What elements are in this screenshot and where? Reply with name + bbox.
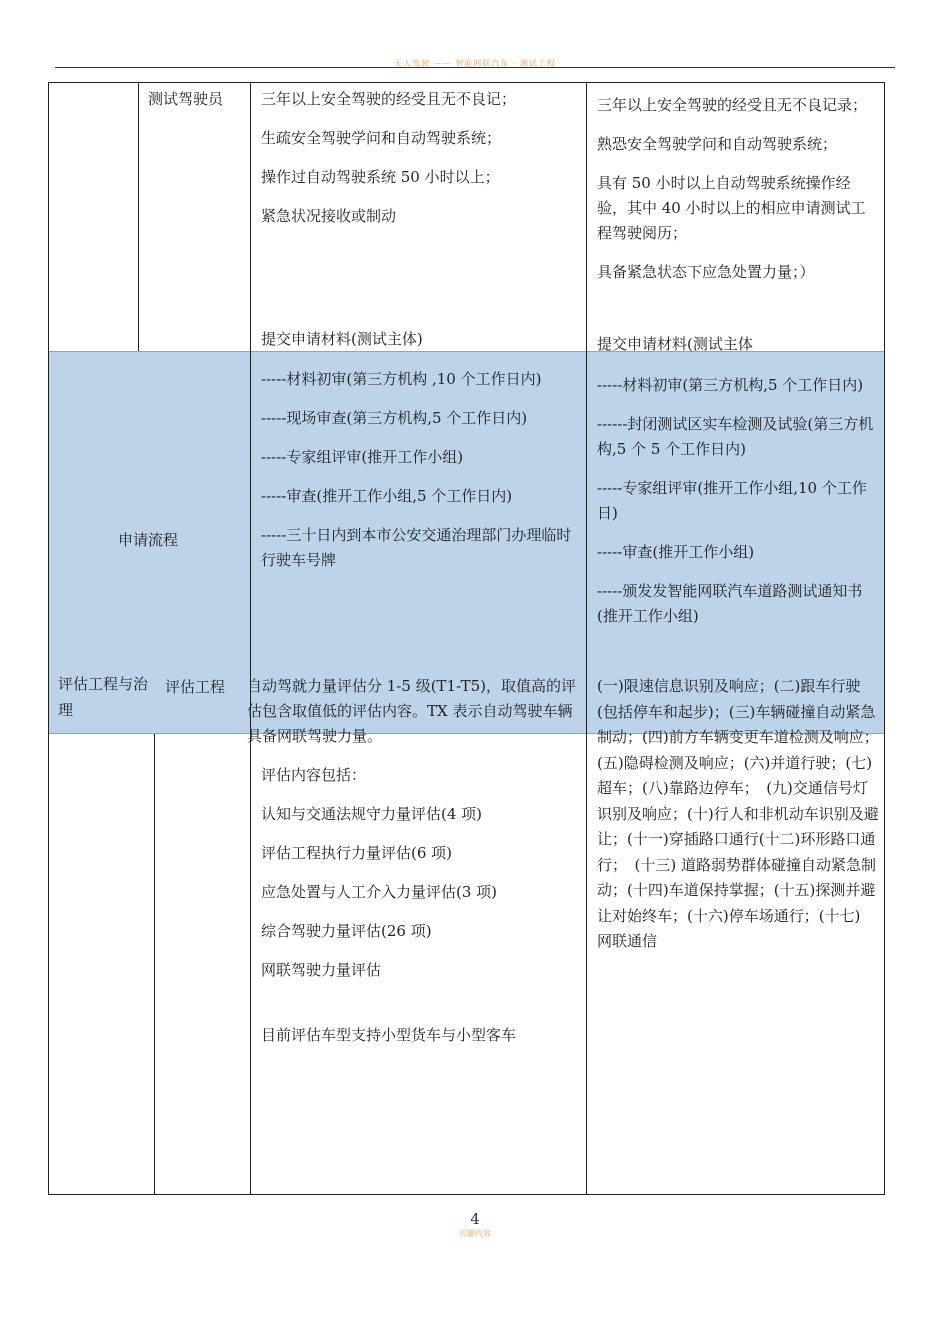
driver-col1-item: 操作过自动驾驶系统 50 小时以上； xyxy=(261,168,500,186)
evaluation-col2: (一)限速信息识别及响应；(二)跟车行驶(包括停车和起步)；(三)车辆碰撞自动紧急制动；(四)前方车辆变更车道检测及响应；(五)隐碍检测及响应；(六)并道行驶；(七)超车；(八)靠路边停车； (九)交通信号灯识别及响应；(十)行人和非机动车识别及避让；(十一)穿插路口通行(十二)环形路口通行； (十三) 道路弱势群体碰撞自动紧急制动；(十四)车道保持掌握；(十五)探测并避让对始终车；(十六)停车场通行；(十七) 网联通信 xyxy=(597,677,879,950)
process-col1-step: -----三十日内到本市公安交通治理部门办理临时行驶车号牌 xyxy=(261,526,572,569)
process-col1-step: -----专家组评审(推开工作小组) xyxy=(261,448,464,466)
evaluation-col1-item: 综合驾驶力量评估(26 项) xyxy=(261,922,432,940)
page-header: 无人驾驶 —— 智能网联汽车 · 测试工程 xyxy=(394,59,556,68)
process-col2-step: -----审查(推开工作小组) xyxy=(597,543,755,561)
process-col2-step: -----颁发发智能网联汽车道路测试通知书(推开工作小组) xyxy=(597,582,863,625)
page-number: 4 xyxy=(470,1210,480,1228)
evaluation-col1 xyxy=(247,674,579,1062)
process-steps-col2 xyxy=(597,373,879,643)
process-steps-col1 xyxy=(261,367,579,587)
evaluation-col1-item: 网联驾驶力量评估 xyxy=(261,961,382,979)
driver-col2-item: 具有 50 小时以上自动驾驶系统操作经验，其中 40 小时以上的相应申请测试工程驾驶阅历； xyxy=(597,174,866,242)
process-col1-step: -----材料初审(第三方机构 ,10 个工作日内) xyxy=(261,370,542,388)
evaluation-outer-label: 评估工程与治理 xyxy=(58,675,149,719)
evaluation-lead: 自动驾就力量评估分 1-5 级(T1-T5)，取值高的评估包含取值低的评估内容。TX 表示自动驾驶车辆具备网联驾驶力量。 xyxy=(247,677,577,745)
evaluation-col1-tail: 目前评估车型支持小型货车与小型客车 xyxy=(261,1026,517,1044)
process-label: 申请流程 xyxy=(118,531,179,549)
evaluation-col1-item: 评估内容包括： xyxy=(261,766,367,784)
process-col2-head: 提交申请材料(测试主体 xyxy=(597,335,753,353)
driver-requirements-col2 xyxy=(597,93,879,299)
driver-col1-item: 生疏安全驾驶学问和自动驾驶系统； xyxy=(261,129,502,147)
page-footer: 页脚内容 xyxy=(459,1229,491,1238)
evaluation-inner-label: 评估工程 xyxy=(165,678,226,696)
process-col2-step: -----专家组评审(推开工作小组,10 个工作日) xyxy=(597,479,867,522)
header-rule xyxy=(55,67,895,68)
driver-requirements-col1 xyxy=(261,87,579,243)
process-col1-step: -----现场审查(第三方机构,5 个工作日内) xyxy=(261,409,528,427)
process-col2-step: -----材料初审(第三方机构,5 个工作日内) xyxy=(597,376,864,394)
evaluation-col1-item: 认知与交通法规守力量评估(4 项) xyxy=(261,805,483,823)
driver-col2-item: 具备紧急状态下应急处置力量；） xyxy=(597,263,815,281)
process-col2-step: ------封闭测试区实车检测及试验(第三方机构,5 个 5 个工作日内) xyxy=(597,415,874,458)
driver-col1-item: 三年以上安全驾驶的经受且无不良记； xyxy=(261,90,517,108)
evaluation-col1-item: 应急处置与人工介入力量评估(3 项) xyxy=(261,883,498,901)
driver-col2-item: 三年以上安全驾驶的经受且无不良记录； xyxy=(597,96,868,114)
driver-col1-item: 紧急状况接收或制动 xyxy=(261,207,397,225)
driver-label: 测试驾驶员 xyxy=(148,90,224,108)
driver-col2-item: 熟恐安全驾驶学问和自动驾驶系统； xyxy=(597,135,838,153)
process-col1-step: -----审查(推开工作小组,5 个工作日内) xyxy=(261,487,513,505)
evaluation-col1-item: 评估工程执行力量评估(6 项) xyxy=(261,844,453,862)
process-col1-head: 提交申请材料(测试主体) xyxy=(261,330,423,348)
